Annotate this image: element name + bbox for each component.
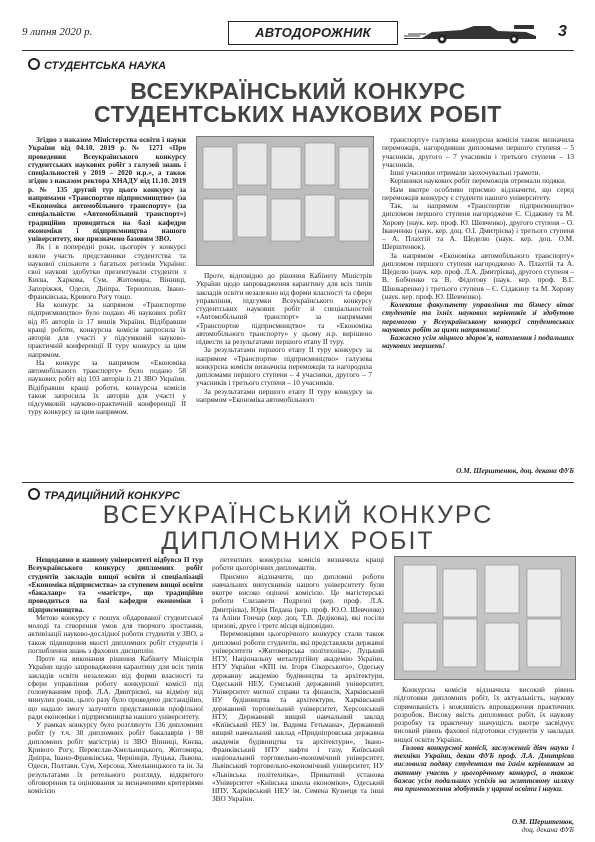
paragraph: Згідно з наказом Міністерства освіти і науки України від 04.10. 2019 р. № 1271 «Про проведення Всеукраїнського конкурсу студентських наукових робіт з галузей знань і спеціальностей у 2019 – 2020 н.р.», а також згідно з наказом ректора ХНАДУ від 11.10. 2019 р. № 135 другий тур цього конкурсу за напрямами «Транспортне підприємництво» (за «Економіка автомобільного транспорту» (за спеціальністю «Автомобільний транспорт») традиційно проводиться на базі кафедри економіки і підприємництва нашого університету, яке призначено базовим ЗВО. (28, 136, 186, 243)
article1-title (22, 80, 574, 126)
article2-column-1 (28, 556, 203, 838)
issue-date: 9 липня 2020 р. (22, 26, 93, 38)
article1-column-2 (196, 272, 372, 463)
paragraph: Як і в попередні роки, цьогоріч у конкурсі взяли участь представники студентства та наукової спільноти з багатьох регіонів України: свої наукові здобутки презентували студенти з Києва, Харкова, Сум, Житомира, Вінниці, Запоріжжя, Одеси, Дніпра, Тернополя, Івано-Франківська, Кривого Рогу тощо. (28, 242, 186, 301)
paragraph: Нещодавно в нашому університеті відбувся II тур Всеукраїнського конкурсу дипломних робіт студентів закладів вищої освіти зі спеціалізації «Економіка підприємства» за ступенем вищої освіти «бакалавр» та «магістр», що традиційно проводиться на базі кафедри економіки і підприємництва. (28, 556, 203, 614)
paragraph: Приємно відзначити, що дипломні роботи навчальних випускників нашого університету були вкотре високо оцінені комісією. Це магістерські роботи Єлизавети Подрезої (кер. проф. Л.А. Дмитрієва), Юрія Педана (кер. проф. Ю.О. Шевченко) та Аліни Гончар (кер. доц. Т.В. Дедікова), які посіли призові, друге і третє місця відповідно. (212, 571, 384, 630)
article2-title-line1: ВСЕУКРАЇНСЬКИЙ КОНКУРС (102, 501, 494, 529)
page-header (0, 0, 595, 50)
header-divider (22, 50, 574, 51)
paragraph: Проте на виконання рішення Кабінету Міністрів України щодо запровадження карантину для всіх типів закладів освіти незалежно від форми власності та сфери управління роботу конкурсної комісії під головуванням проф. Л.А. Дмитрієвої, на відміну від минулих років, цього разу було проведено дистанційно, що надало змогу залучити представників профільної ради економіки і підприємництва нашого університету. (28, 654, 203, 721)
paragraph: Метою конкурсу є пошук обдарованої студентської молоді та створення умов для творчого зростання, активізації науково-дослідної роботи студентів у ЗВО, а також підвищення якості дипломних робіт студентів і поглиблення знань з фахових дисциплін. (28, 612, 203, 655)
section-divider (22, 482, 574, 483)
article2-title-line2: ДИПЛОМНИХ РОБІТ (161, 527, 435, 555)
paragraph: За результатами першого етапу II туру конкурсу за напрямом «Економіка автомобільного (196, 386, 372, 404)
article2-signature-name: О.М. Шерштенюк, (511, 818, 574, 826)
paragraph: транспорту» галузева конкурсна комісія також визначила переможців, нагородивши дипломами першого ступеня – 5 учасників, другого – 7 учасників і третього ступеня – 13 учасників. (382, 136, 574, 169)
diploma-works-photo-graphic (395, 557, 575, 679)
paragraph: За напрямом «Економіка автомобільного транспорту» дипломом першого ступеня нагороджено А. Плахтій та А. Щеделю (наук. кер. проф. Л.А. Дмитрієва), другого ступеня – В. Бобченко та В. Фідотову (наук. кер. проф. В.Г. Шинкаренко) і третього ступеня – Є. Сідакину та М. Хорову (наук. кер. проф. Ю. Шевченко). (382, 250, 574, 301)
paragraph: Переможцями цьогорічного конкурсу стали також дипломні роботи студентів, які представляли державні університети «Житомирська політехніка», Луцький НТУ, Національну металургійну академію України, НТУ України «КПІ ім. Ігоря Сікорського», Одеську державну академію будівництва та архітектури, Одеський НЕУ, Сумський державний університет, Університет митної справи та фінансів, Харківський НУ будівництва та архітектури, Харківський державний торговельний університет, Херсонський НТУ, Державний вищий навчальний заклад «Київський НЕУ ім. Вадима Гетьмана», Державний вищий навчальний заклад «Придніпровська державна академія будівництва та архітектури», Івано-Франківський НТУ нафти і газу, Київський національний торговельно-економічний університет, Львівський торговельно-економічний університет, НУ «Львівська політехніка», Приватний установа «Університет «Київська школа економіки», Одеський НПУ, Харківський НЕУ ім. Семена Кузнеця та інші ЗВО України. (212, 629, 384, 804)
paragraph: Колектив факультету управління та бізнесу вітає студентів та їхніх наукових керівників зі здобутою перемогою у Всеукраїнському конкурсі студентських наукових робіт за цими напрямами! (382, 300, 574, 334)
bullet-ring-icon (28, 58, 40, 70)
diploma-works-photo (394, 556, 576, 680)
rubric-label: СТУДЕНТСЬКА НАУКА (44, 60, 167, 72)
bullet-ring-icon (28, 488, 40, 500)
paragraph: Конкурсна комісія відзначила високий рівень підготовки дипломних робіт, їх актуальність, наукову спрямованість і можливість впровадження практичних розробок. Високу якість дипломних робіт, їх наукову розробку та практичну значущість вкотре засвідчує високий рівень фахової підготовки студентів у закладах вищої освіти України. (394, 686, 574, 744)
diplomas-photo-graphic (197, 137, 373, 265)
paragraph: Нам вкотре особливо приємно відзначити, що серед переможців конкурсу є студенти нашого університету. (382, 184, 574, 202)
paragraph: На конкурс за напрямом «Економіка автомобільного транспорту» було подано 58 наукових робіт від 103 авторів із 21 ЗВО України. Відібравши кращі роботи, конкурсна комісія також запросила їх авторів для участі у підсумковій науково-практичній конференції II туру конкурсу за цим напрямом. (28, 357, 186, 417)
paragraph: За результатами першого етапу II туру конкурсу за напрямом «Транспортне підприємництво» галузева конкурсна комісія визначила переможців та нагородила дипломами першого ступеня – 4 учасники, другого – 7 учасників і третього ступеня – 10 учасників. (196, 345, 372, 388)
article1-column-3 (382, 136, 574, 463)
article2-column-3 (394, 686, 574, 816)
paragraph: Так, за напрямом «Транспортне підприємництво» дипломом першого ступеня нагороджене Є. Сідакину та М. Хорову (наук. кер. проф. Ю. Шевченко), другого ступеня – О. Іванченко (наук. кер. доц. О.І. Дмитрієва) і третього ступеня – А. Плахтій та А. Щеделю (наук. кер. доц. О.М. Шерштенюк). (382, 201, 574, 252)
article2-signature-role: доц. декана ФУБ (521, 825, 574, 835)
race-car-icon (402, 22, 542, 44)
paragraph: Проте, відповідно до рішення Кабінету Міністрів України щодо запровадження карантину для всіх типів закладів освіти незалежно від форми власності та сфери управління, підсумки Всеукраїнського конкурсу студентських наукових робіт зі спеціальностей «Автомобільний транспорт» за напрямами «Транспортне підприємництво» та «Економіка автомобільного транспорту» у цьому н.р. вирішено підвести за результатами першого етапу II туру. (196, 272, 372, 346)
article1-title-line2: СТУДЕНТСЬКИХ НАУКОВИХ РОБІТ (94, 101, 502, 127)
rubric-traditional-contest (28, 488, 180, 502)
article1-signature-block (382, 467, 574, 477)
article1-column-1 (28, 136, 186, 463)
page-number: 3 (558, 23, 567, 40)
article1-title-line1: ВСЕУКРАЇНСЬКИЙ КОНКУРС (130, 78, 466, 104)
diplomas-photo (196, 136, 374, 266)
rubric-label: ТРАДИЦІЙНИЙ КОНКУРС (44, 490, 180, 502)
article2-signature-block (394, 818, 574, 838)
paragraph: У рамках конкурсу було розглянуто 136 дипломних робіт (у т.ч. 38 дипломних робіт бакалаврів і 98 дипломних робіт магістрів) із ЗВО Вінниці, Києва, Кривого Рогу, Переяслав-Хмельницького, Житомира, Дніпра, Івано-Франківська, Чернівців, Луцька, Львова, Одеси, Полтави, Сум, Херсона, Хмельницького та ін. За результатами їх ретельного розгляду, відкритого обговорення та оцінювання за визначеними критеріями комісією (28, 720, 203, 795)
paragraph: Бажаємо усім міцного здоров'я, натхнення і подальших наукових звершень! (382, 333, 574, 351)
paragraph: Голова конкурсної комісії, заслужений діяч науки і техніки України, декан ФУБ проф. Л.А. Дмитрієва висловила подяку студентам та їхнім керівникам за активну участь у цьогорічному конкурсі, а також бажає усім подальших успіхів на життєвому шляху та примноження здобутків у царині освіти і науки. (394, 742, 574, 793)
paragraph: петентних конкурсна комісія визначила кращі роботи цьогорічних дипломантів. (212, 556, 384, 573)
rubric-student-science (28, 58, 166, 72)
article2-title (22, 502, 574, 554)
paragraph: На конкурс за напрямом «Транспортне підприємництво» було подано 46 наукових робіт від 85 авторів із 17 вишів України. Відібравши кращі роботи, конкурсна комісія запросила їх авторів для участі у підсумковій науково-практичній конференції II туру конкурсу за цим напрямом. (28, 300, 186, 359)
paragraph: Інші учасники отримали заохочувальні грамоти. (390, 168, 541, 177)
paragraph: Керівники наукових робіт переможців отримали подяки. (390, 176, 566, 186)
article1-signature: О.М. Шерштенюк, доц. декана ФУБ (456, 467, 574, 475)
newspaper-logo: АВТОДОРОЖНИК (228, 21, 398, 45)
article2-column-2 (212, 556, 384, 838)
